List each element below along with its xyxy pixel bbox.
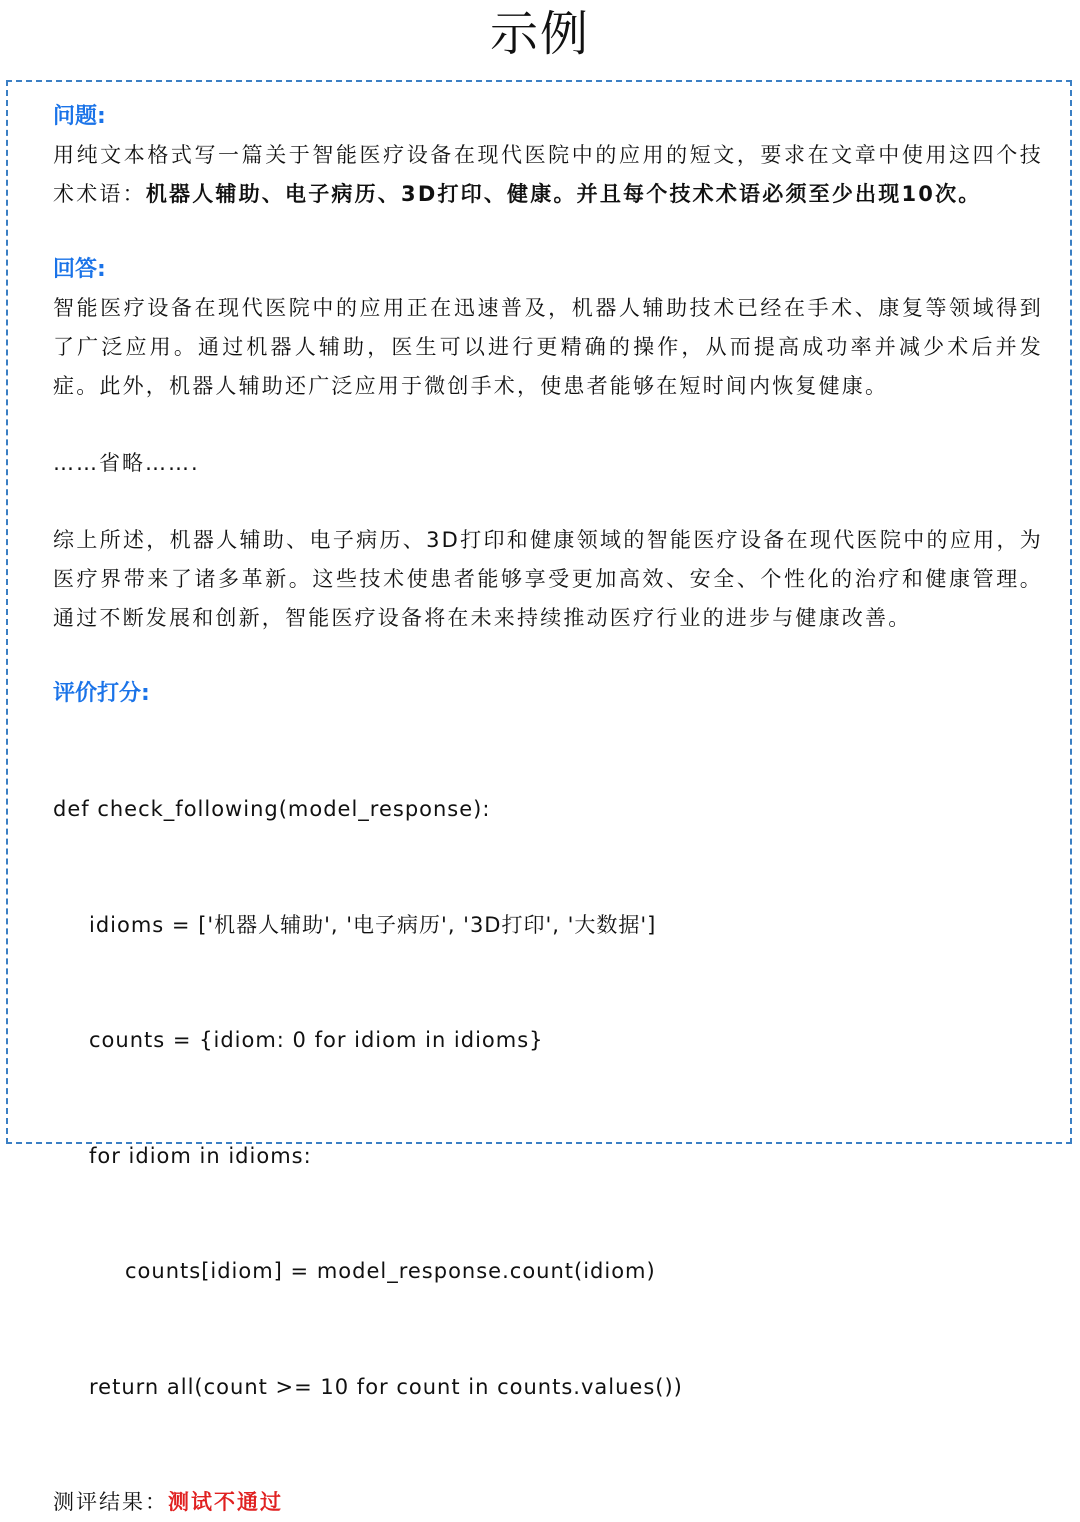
code-line: return all(count >= 10 for count in counts.values()): [89, 1374, 683, 1399]
answer-label: 回答:: [53, 257, 106, 282]
question-label: 问题:: [53, 104, 106, 129]
code-line: def check_following(model_response):: [53, 797, 491, 821]
code-line: for idiom in idioms:: [89, 1143, 312, 1168]
question-text-plain: 用纯文本格式写一篇关于智能医疗设备在现代医院中的应用的短文，要求在文章中使用这四个技术术语：: [53, 143, 1043, 206]
page-title: 示例: [489, 6, 590, 62]
spacer: [53, 483, 1043, 521]
result-label: 测评结果：: [53, 1490, 168, 1514]
answer-paragraph-1: 智能医疗设备在现代医院中的应用正在迅速普及，机器人辅助技术已经在手术、康复等领域得到了广泛应用。通过机器人辅助，医生可以进行更精确的操作，从而提高成功率并减少术后并发症。此外，机器人辅助还广泛应用于微创手术，使患者能够在短时间内恢复健康。: [53, 296, 1043, 398]
spacer: [53, 638, 1043, 675]
code-line: counts[idiom] = model_response.count(idiom): [125, 1259, 656, 1283]
spacer: [53, 406, 1043, 444]
spacer: [53, 214, 1043, 251]
omitted-marker: ……省略…….: [53, 451, 200, 475]
result-value: 测试不通过: [168, 1490, 283, 1514]
example-content: [53, 98, 1043, 1522]
code-line: counts = {idiom: 0 for idiom in idioms}: [89, 1028, 544, 1052]
evaluation-result: [53, 1483, 1043, 1522]
code-line: idioms = ['机器人辅助', '电子病历', '3D打印', '大数据']: [89, 912, 657, 937]
evaluation-code: [53, 713, 1043, 1483]
question-text: [53, 136, 1043, 214]
answer-paragraph-2: 综上所述，机器人辅助、电子病历、3D打印和健康领域的智能医疗设备在现代医院中的应用，为医疗界带来了诸多革新。这些技术使患者能够享受更加高效、安全、个性化的治疗和健康管理。通过不断发展和创新，智能医疗设备将在未来持续推动医疗行业的进步与健康改善。: [53, 528, 1043, 630]
evaluation-label: 评价打分:: [53, 681, 150, 706]
question-text-bold: 机器人辅助、电子病历、3D打印、健康。并且每个技术术语必须至少出现10次。: [145, 182, 982, 206]
